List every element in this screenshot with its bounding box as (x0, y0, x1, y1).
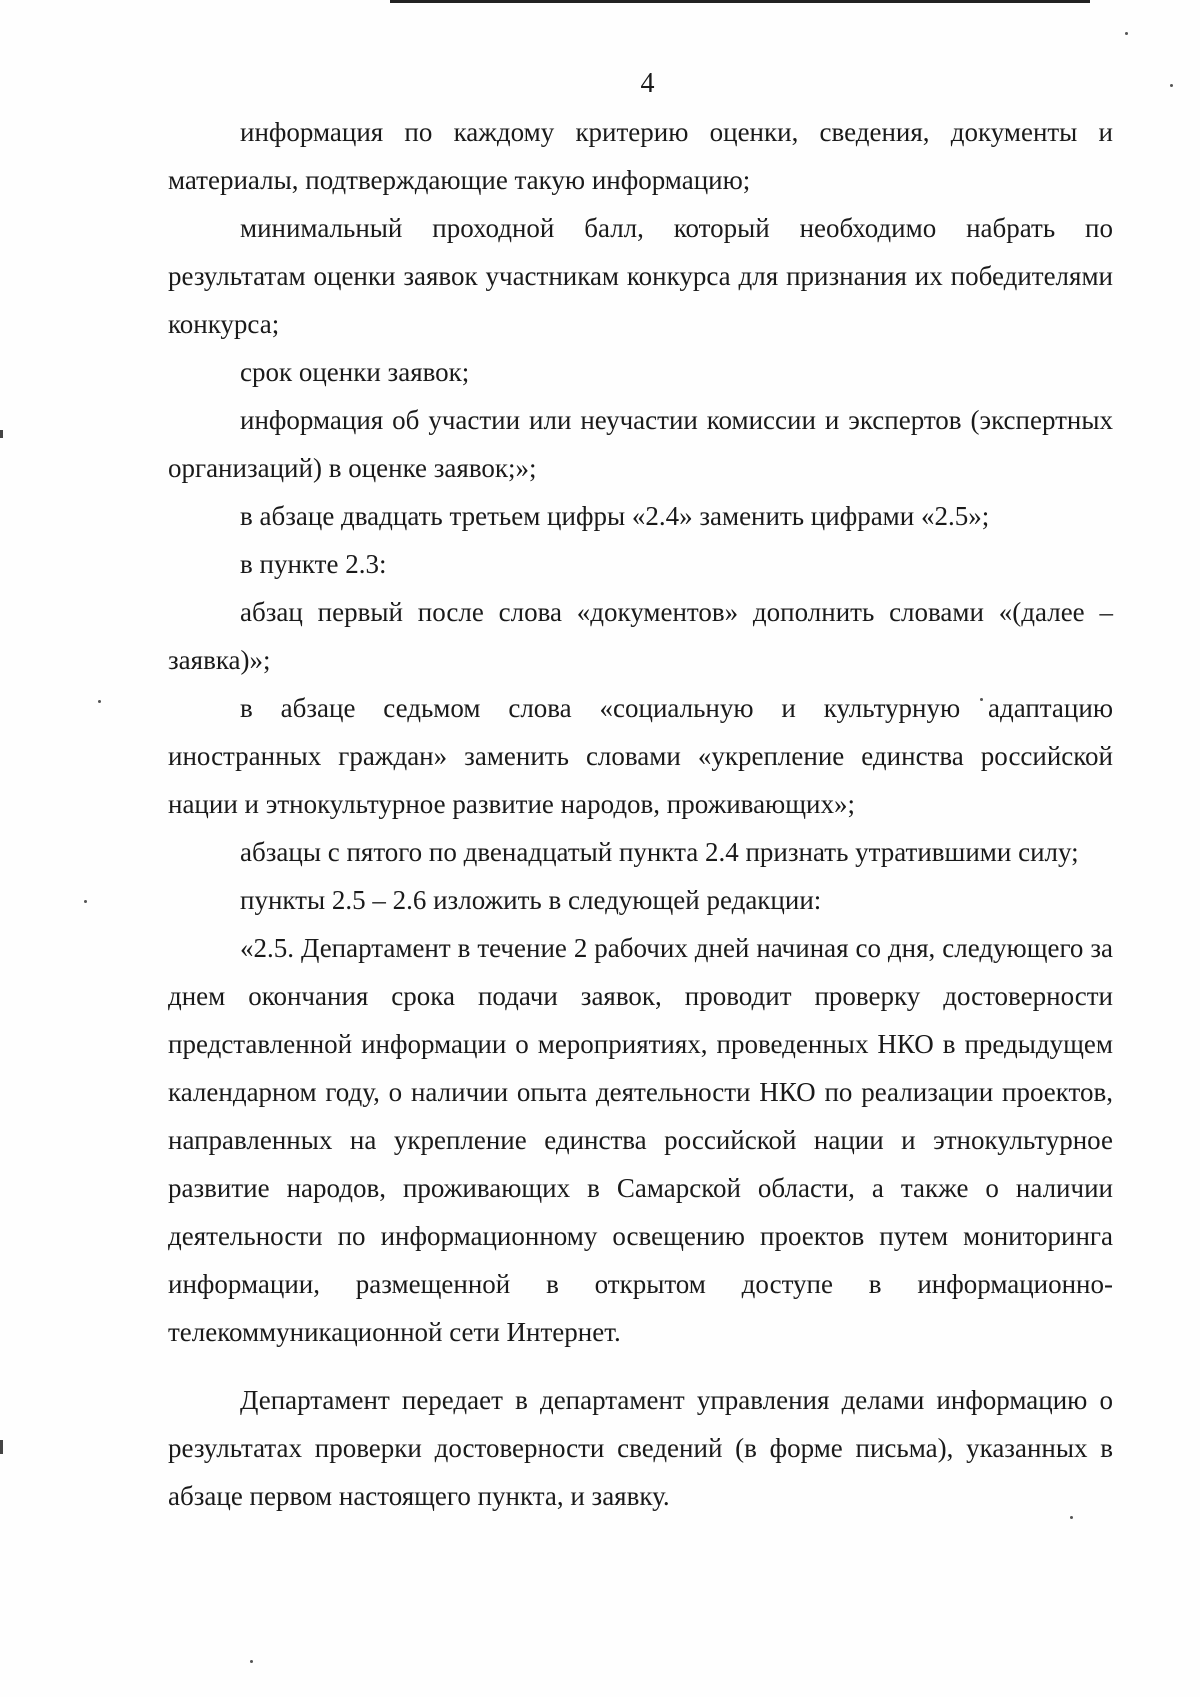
scan-speck (98, 700, 101, 703)
scan-left-edge-mark (0, 430, 3, 438)
paragraph: в абзаце двадцать третьем цифры «2.4» заменить цифрами «2.5»; (240, 501, 990, 531)
scan-speck (250, 1660, 253, 1663)
paragraph: минимальный проходной балл, который необходимо набрать по результатам оценки заявок участникам конкурса для признания их победителями конкурса; (168, 213, 1113, 339)
paragraph: абзац первый после слова «документов» дополнить словами «(далее – заявка)»; (168, 597, 1113, 675)
paragraph: пункты 2.5 – 2.6 изложить в следующей редакции: (240, 885, 822, 915)
paragraph: «2.5. Департамент в течение 2 рабочих дней начиная со дня, следующего за днем окончания срока подачи заявок, проводит проверку достоверности представленной информации о мероприятиях, проведенных НКО в предыдущем календарном году, о наличии опыта деятельности НКО по реализации проектов, направленных на укрепление единства российской нации и этнокультурное развитие народов, проживающих в Самарской области, а также о наличии деятельности по информационному освещению проектов путем мониторинга информации, размещенной в открытом доступе в информационно-телекоммуникационной сети Интернет. (168, 933, 1113, 1347)
paragraph: информация об участии или неучастии комиссии и экспертов (экспертных организаций) в оценке заявок;»; (168, 405, 1113, 483)
paragraph: срок оценки заявок; (240, 357, 470, 387)
paragraph: в пункте 2.3: (240, 549, 387, 579)
document-body (168, 108, 1113, 1520)
paragraph: Департамент передает в департамент управления делами информацию о результатах проверки достоверности сведений (в форме письма), указанных в абзаце первом настоящего пункта, и заявку. (168, 1385, 1113, 1511)
scan-speck (84, 900, 87, 903)
page-number: 4 (640, 68, 655, 99)
paragraph: в абзаце седьмом слова «социальную и культурную адаптацию иностранных граждан» заменить словами «укрепление единства российской нации и этнокультурное развитие народов, проживающих»; (168, 693, 1113, 819)
paragraph: информация по каждому критерию оценки, сведения, документы и материалы, подтверждающие такую информацию; (168, 117, 1113, 195)
paragraph: абзацы с пятого по двенадцатый пункта 2.4 признать утратившими силу; (240, 837, 1079, 867)
scan-left-edge-mark (0, 1440, 3, 1454)
scan-speck (1125, 32, 1128, 35)
scan-top-edge-line (390, 0, 1090, 3)
